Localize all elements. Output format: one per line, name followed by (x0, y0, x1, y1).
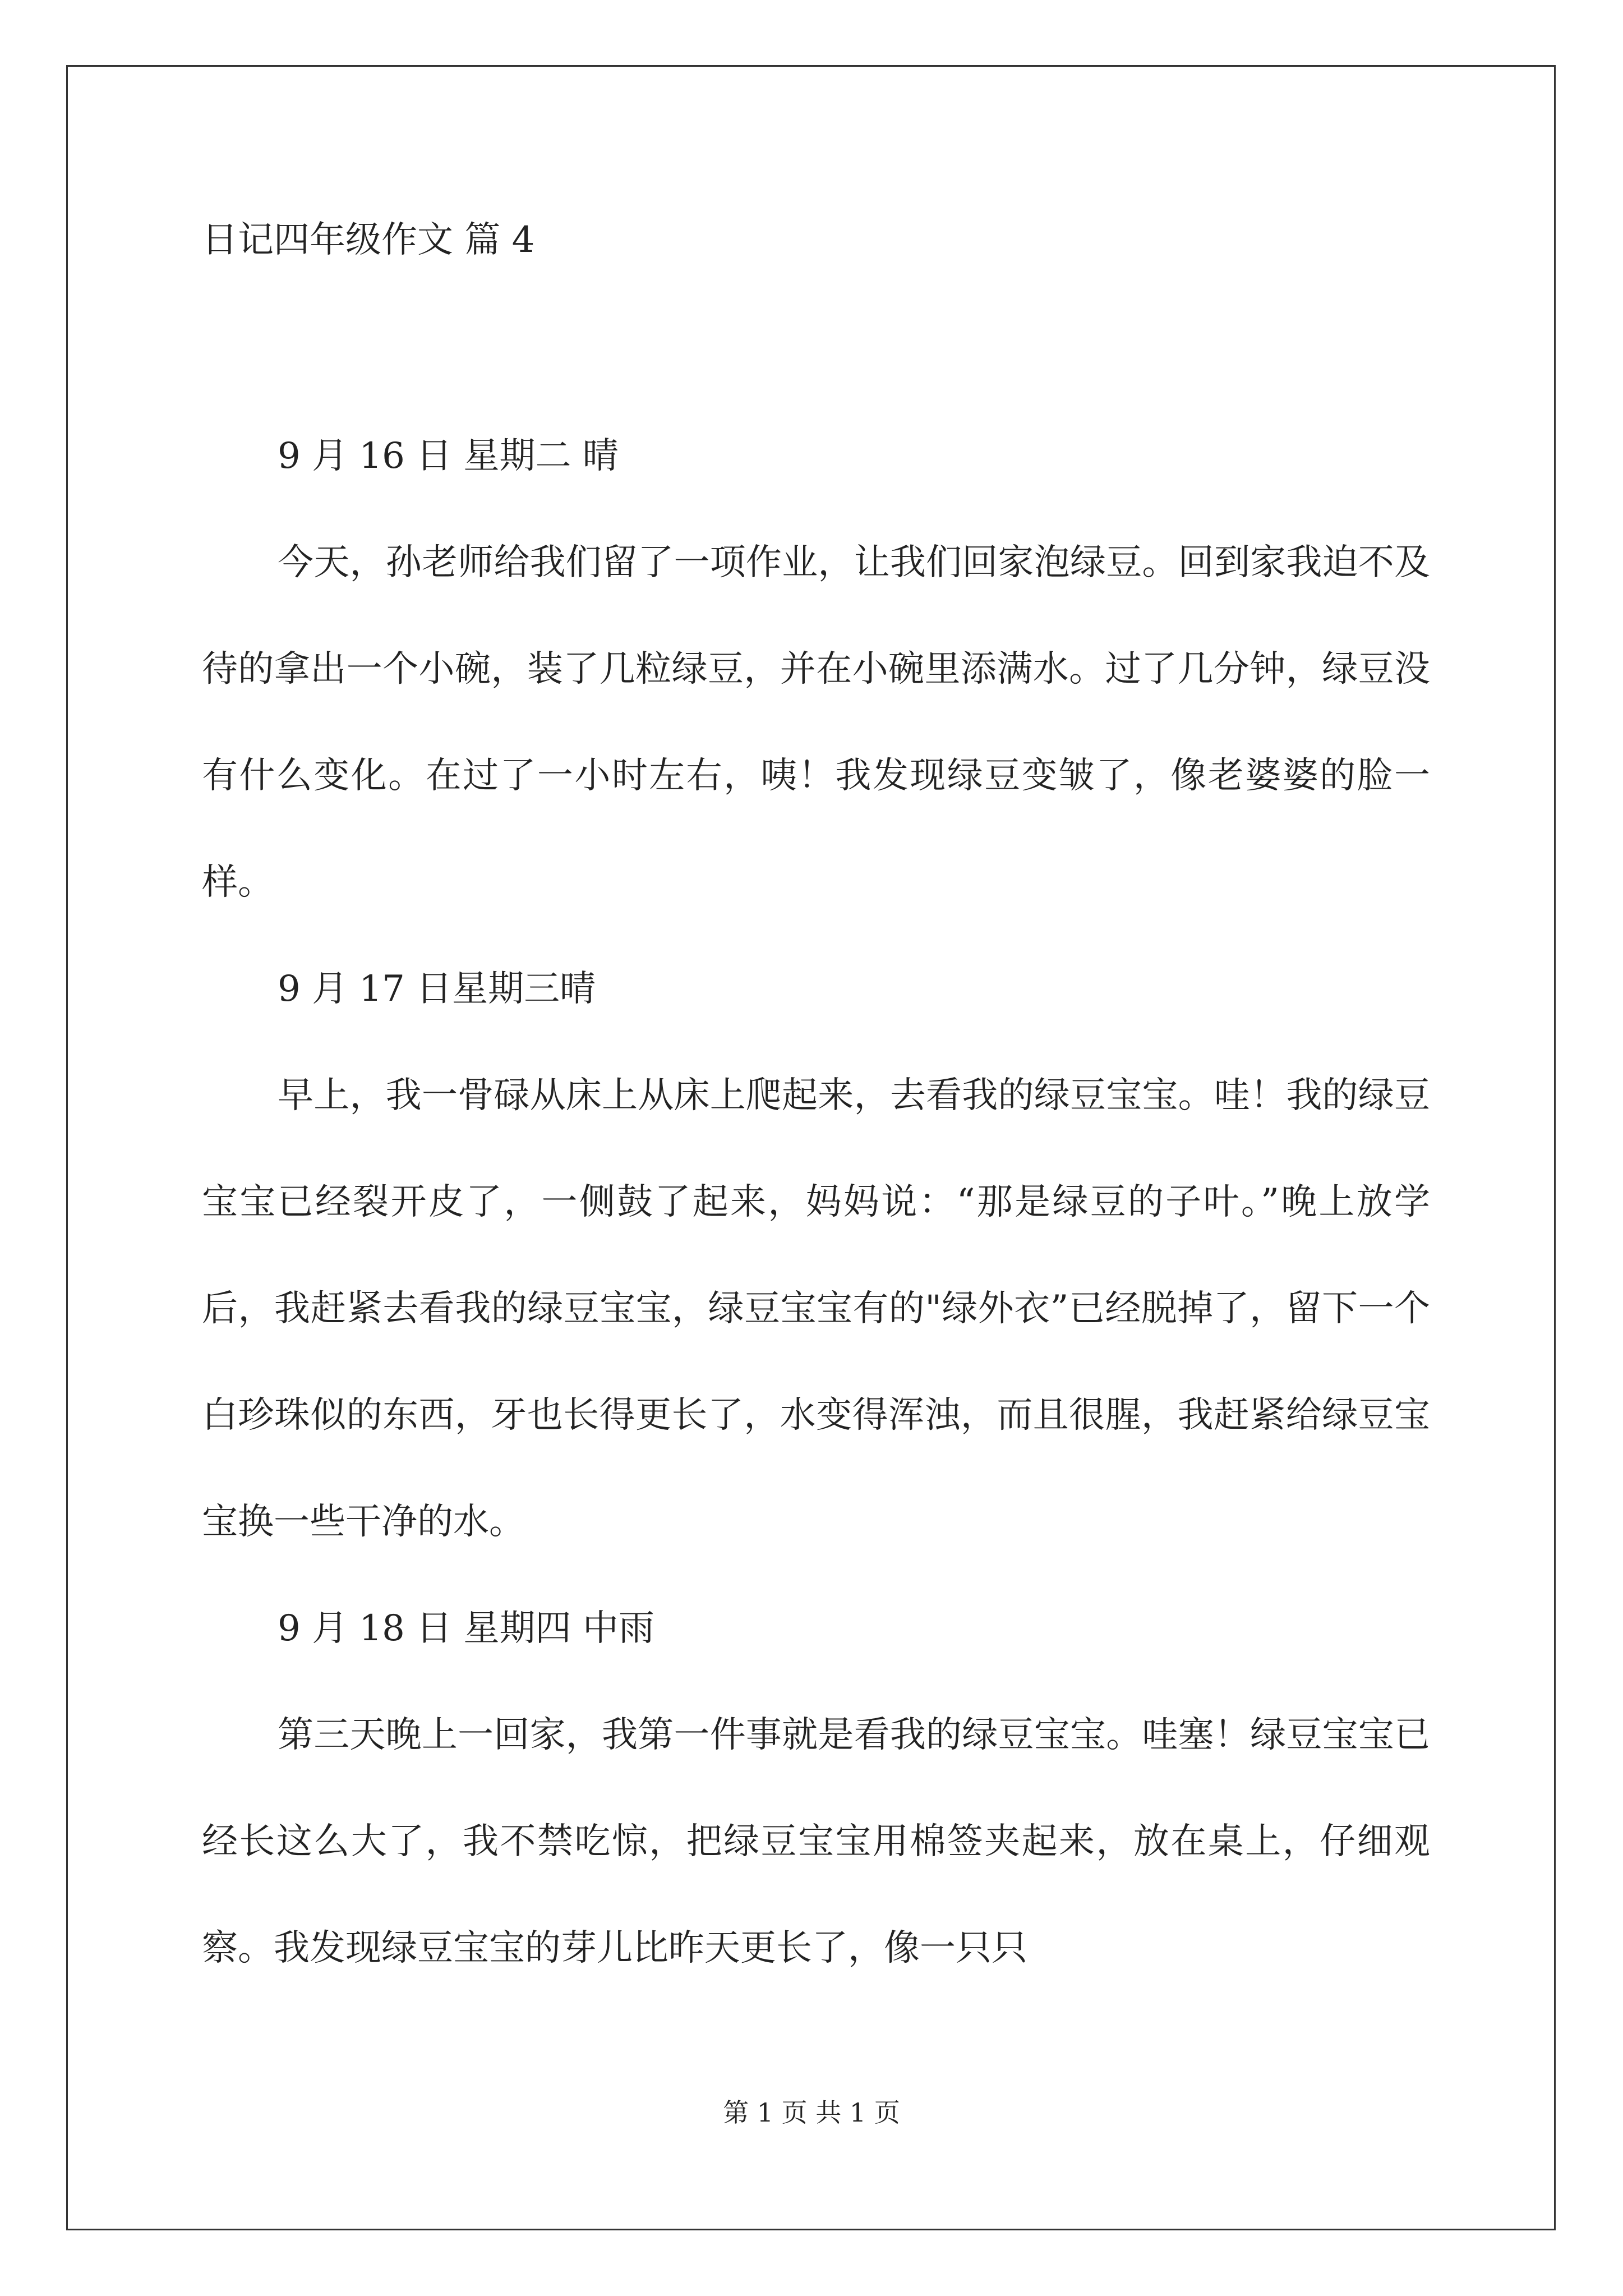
page-footer: 第 1 页 共 1 页 (723, 2097, 900, 2128)
entry-date: 9 月 16 日 星期二 晴 (278, 435, 619, 477)
document-body (202, 213, 1430, 2001)
entry-paragraph: 第三天晚上一回家，我第一件事就是看我的绿豆宝宝。哇塞！绿豆宝宝已经长这么大了，我不禁吃惊，把绿豆宝宝用棉签夹起来，放在桌上，仔细观察。我发现绿豆宝宝的芽儿比昨天更长了，像一只只 (202, 1714, 1430, 1969)
entry-date: 9 月 17 日星期三晴 (278, 968, 596, 1010)
entry-paragraph: 今天，孙老师给我们留了一项作业，让我们回家泡绿豆。回到家我迫不及待的拿出一个小碗，装了几粒绿豆，并在小碗里添满水。过了几分钟，绿豆没有什么变化。在过了一小时左右，咦！我发现绿豆变皱了，像老婆婆的脸一样。 (202, 542, 1430, 903)
entry-paragraph: 早上，我一骨碌从床上从床上爬起来，去看我的绿豆宝宝。哇！我的绿豆宝宝已经裂开皮了，一侧鼓了起来，妈妈说：“那是绿豆的子叶。”晚上放学后，我赶紧去看我的绿豆宝宝，绿豆宝宝有的"绿外衣”已经脱掉了，留下一个白珍珠似的东西，牙也长得更长了，水变得浑浊，而且很腥，我赶紧给绿豆宝宝换一些干净的水。 (202, 1075, 1430, 1543)
entry-date: 9 月 18 日 星期四 中雨 (278, 1608, 654, 1649)
document-title: 日记四年级作文 篇 4 (202, 219, 535, 261)
